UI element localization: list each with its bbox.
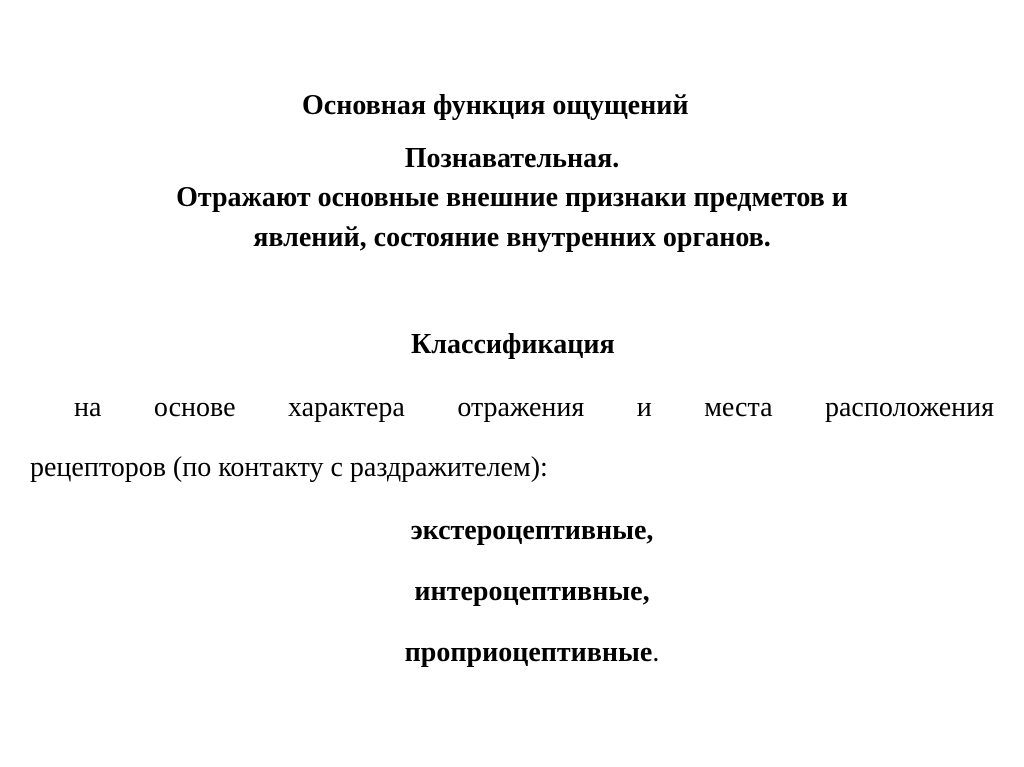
type-item-intero: интероцептивные, bbox=[414, 576, 650, 607]
description-line-2: явлений, состояние внутренних органов. bbox=[253, 222, 771, 253]
description-line-1: Отражают основные внешние признаки предметов и bbox=[176, 182, 848, 213]
classification-heading: Классификация bbox=[411, 329, 615, 360]
function-name: Познавательная. bbox=[404, 143, 620, 174]
basis-line-1: на основе характера отражения и места расположения bbox=[74, 392, 994, 423]
type-item-extero: экстероцептивные, bbox=[410, 515, 654, 546]
type-item-proprio: проприоцептивные bbox=[404, 637, 653, 668]
final-period: . bbox=[652, 637, 660, 668]
slide-title: Основная функция ощущений bbox=[302, 90, 689, 121]
type-item-proprio-line bbox=[0, 637, 1024, 669]
basis-line-2: рецепторов (по контакту с раздражителем): bbox=[30, 452, 548, 483]
